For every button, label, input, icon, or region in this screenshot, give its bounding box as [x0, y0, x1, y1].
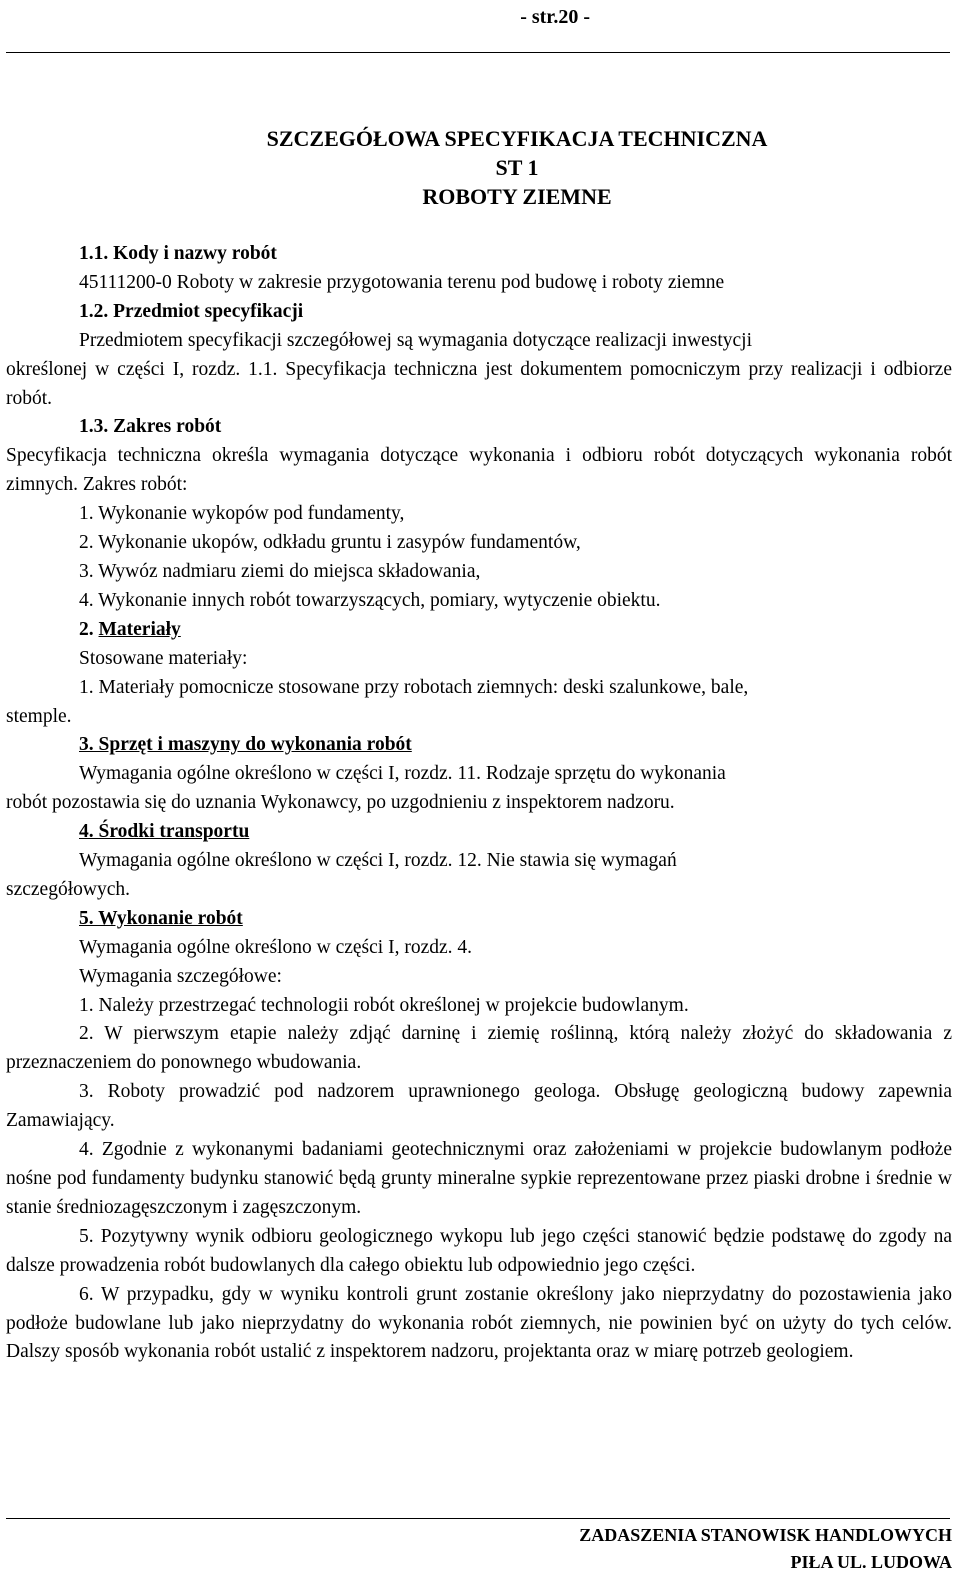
page-number: - str.20 -	[520, 6, 590, 28]
title-line-3: ROBOTY ZIEMNE	[422, 184, 612, 209]
section-4-text-1: Wymagania ogólne określono w części I, rozdz. 12. Nie stawia się wymagań	[79, 850, 677, 872]
requirement-item-4: 4. Zgodnie z wykonanymi badaniami geotechnicznymi oraz założeniami w projekcie budowlanym podłoże nośne pod fundamenty budynku stanowić będą grunty mineralne sypkie reprezentowane przez piaski drobne i średnie w stanie średniozagęszczonym i zagęszczonym.	[6, 1139, 952, 1218]
footer-line-1: ZADASZENIA STANOWISK HANDLOWYCH	[579, 1525, 952, 1545]
title-line-2: ST 1	[495, 155, 539, 180]
section-5-detail-intro: Wymagania szczegółowe:	[79, 965, 282, 987]
section-3-text-1: Wymagania ogólne określono w części I, rozdz. 11. Rodzaje sprzętu do wykonania	[79, 763, 726, 785]
requirement-item-1: 1. Należy przestrzegać technologii robót określonej w projekcie budowlanym.	[79, 994, 689, 1016]
section-2-heading	[6, 616, 952, 645]
section-3-heading: 3. Sprzęt i maszyny do wykonania robót	[79, 734, 412, 756]
section-1-2-text-1: Przedmiotem specyfikacji szczegółowej są wymagania dotyczące realizacji inwestycji	[79, 329, 752, 351]
requirement-item-6: 6. W przypadku, gdy w wyniku kontroli grunt zostanie określony jako nieprzydatny do pozostawienia jako podłoże budowlane lub jako nieprzydatny do wykonania robót ziemnych, nie powinien być on użyty do tych celów. Dalszy sposób wykonania robót ustalić z inspektorem nadzoru, projektanta oraz w miarę potrzeb geologiem.	[6, 1283, 952, 1363]
footer-rule	[6, 1518, 950, 1519]
section-1-3-text: Specyfikacja techniczna określa wymagania dotyczące wykonania i odbioru robót dotyczących wykonania robót zimnych. Zakres robót:	[6, 445, 952, 496]
section-4-heading: 4. Środki transportu	[79, 821, 250, 843]
footer-line-2: PIŁA UL. LUDOWA	[790, 1552, 952, 1572]
section-3-text-2: robót pozostawia się do uznania Wykonawcy, po uzgodnieniu z inspektorem nadzoru.	[6, 792, 675, 814]
material-item-1: 1. Materiały pomocnicze stosowane przy robotach ziemnych: deski szalunkowe, bale,	[79, 676, 749, 698]
scope-item-2: 2. Wykonanie ukopów, odkładu gruntu i zasypów fundamentów,	[79, 532, 581, 554]
section-1-3-heading: 1.3. Zakres robót	[79, 416, 222, 438]
scope-item-1: 1. Wykonanie wykopów pod fundamenty,	[79, 503, 405, 525]
section-2-number: 2.	[79, 618, 99, 640]
section-2-title: Materiały	[98, 618, 181, 640]
title-line-1: SZCZEGÓŁOWA SPECYFIKACJA TECHNICZNA	[266, 126, 768, 151]
material-item-1-cont: stemple.	[6, 705, 72, 727]
requirement-item-5: 5. Pozytywny wynik odbioru geologicznego wykopu lub jego części stanowić będzie podstawę do zgody na dalsze prowadzenia robót budowlanych dla całego obiektu lub odpowiednio jego części.	[6, 1225, 952, 1276]
requirement-item-2: 2. W pierwszym etapie należy zdjąć darninę i ziemię roślinną, którą należy złożyć do składowania z przeznaczeniem do ponownego wbudowania.	[6, 1023, 952, 1074]
section-5-heading: 5. Wykonanie robót	[79, 907, 243, 929]
scope-item-4: 4. Wykonanie innych robót towarzyszących, pomiary, wytyczenie obiektu.	[79, 589, 661, 611]
requirement-item-3: 3. Roboty prowadzić pod nadzorem uprawnionego geologa. Obsługę geologiczną budowy zapewnia Zamawiający.	[6, 1081, 952, 1132]
document-title	[0, 124, 960, 211]
footer	[579, 1522, 952, 1576]
section-5-general: Wymagania ogólne określono w części I, rozdz. 4.	[79, 936, 473, 958]
section-1-1-heading: 1.1. Kody i nazwy robót	[79, 243, 277, 264]
document-body	[6, 240, 952, 1367]
section-1-1-code: 45111200-0 Roboty w zakresie przygotowania terenu pod budowę i roboty ziemne	[79, 271, 725, 293]
section-1-2-text-2: określonej w części I, rozdz. 1.1. Specyfikacja techniczna jest dokumentem pomocniczym przy realizacji i odbiorze robót.	[6, 358, 952, 409]
header-rule	[6, 52, 950, 53]
section-1-2-heading: 1.2. Przedmiot specyfikacji	[79, 300, 304, 322]
scope-item-3: 3. Wywóz nadmiaru ziemi do miejsca składowania,	[79, 560, 481, 582]
section-4-text-2: szczegółowych.	[6, 878, 130, 900]
section-2-intro: Stosowane materiały:	[79, 647, 248, 669]
